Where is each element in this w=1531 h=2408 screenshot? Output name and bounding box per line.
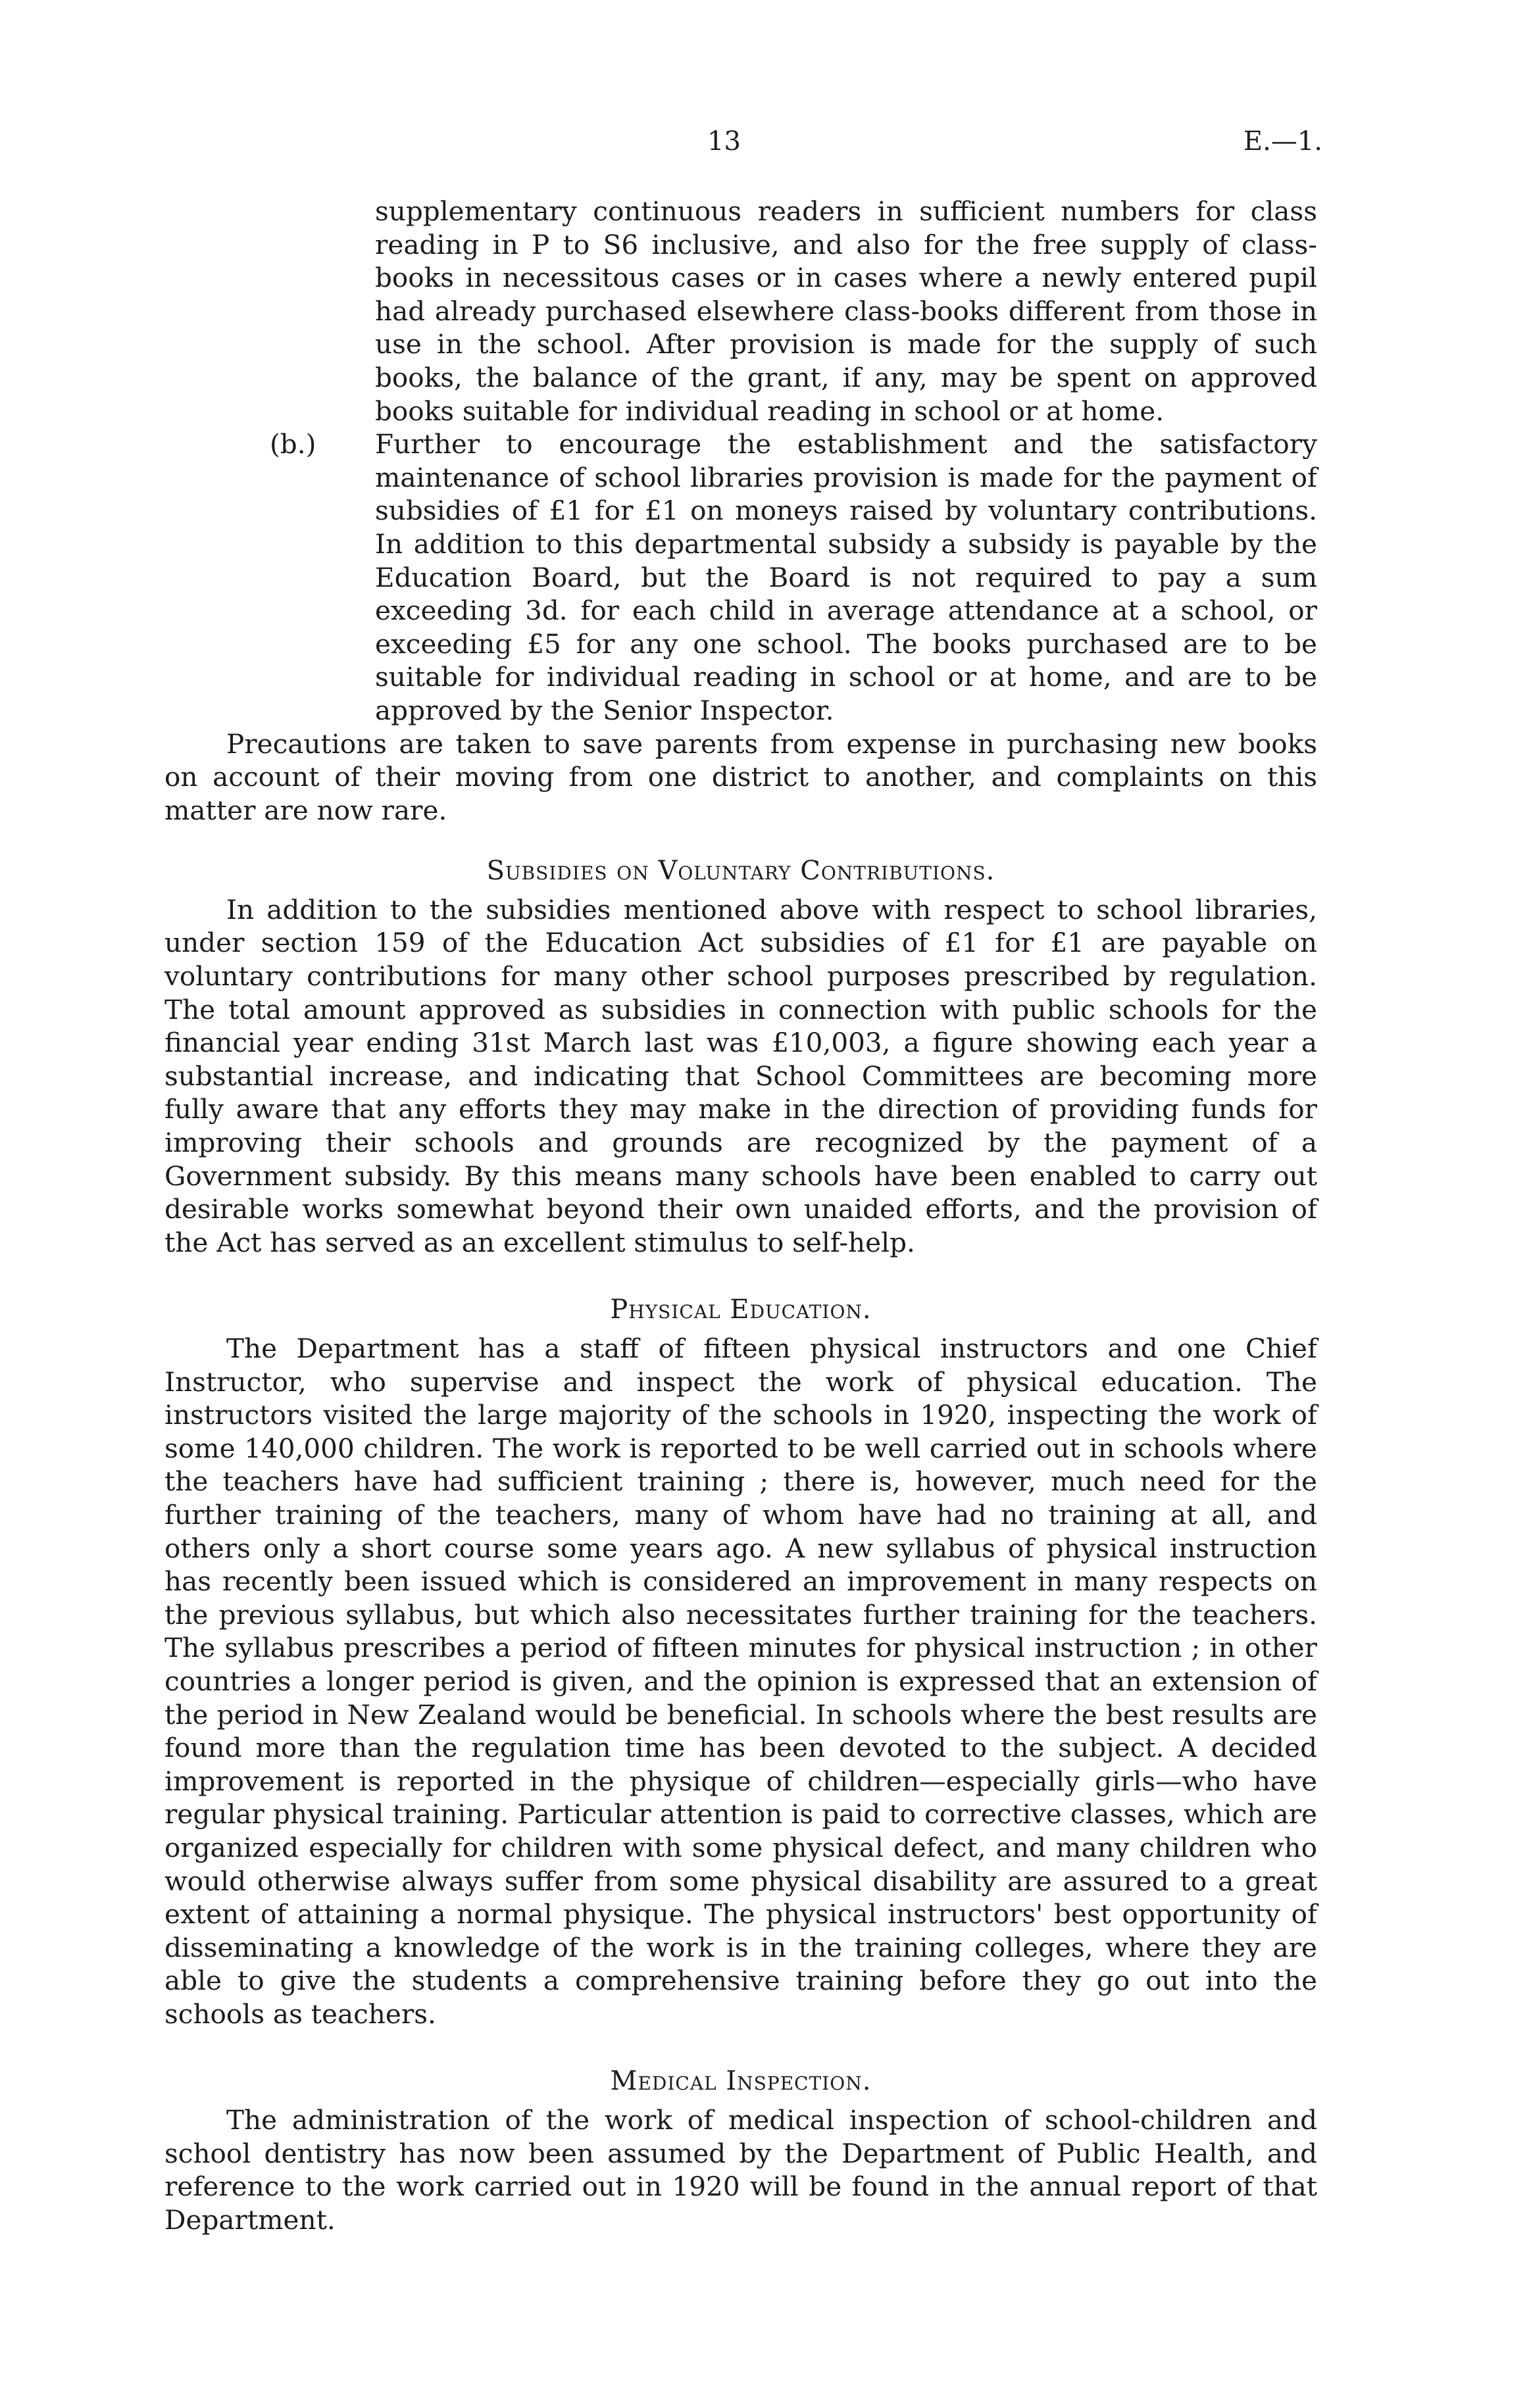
physical-education-heading: Physical Education. <box>610 1294 872 1325</box>
page-number: 13 <box>707 126 741 157</box>
medical-inspection-paragraph: The administration of the work of medical inspection of school-children and school dentistry has now been assumed by the Department of Public Health, and reference to the work carried out in 1920 will be found in the annual report of that Department. <box>164 2104 1317 2236</box>
physical-education-paragraph: The Department has a staff of fifteen physical instructors and one Chief Instructor, who supervise and inspect the work of physical education. The instructors visited the large majority of the schools in 1920, inspecting the work of some 140,000 children. The work is reported to be well carried out in schools where the teachers have had sufficient training ; there is, however, much need for the further training of the teachers, many of whom have had no training at all, and others only a short course some years ago. A new syllabus of physical instruction has recently been issued which is considered an improvement in many respects on the previous syllabus, but which also necessitates further training for the teachers. The syllabus prescribes a period of fifteen minutes for physical instruction ; in other countries a longer period is given, and the opinion is expressed that an extension of the period in New Zealand would be beneficial. In schools where the best results are found more than the regulation time has been devoted to the subject. A decided improvement is reported in the physique of children—especially girls—who have regular physical training. Particular attention is paid to corrective classes, which are organized especially for children with some physical defect, and many children who would otherwise always suffer from some physical disability are assured to a great extent of attaining a normal physique. The physical instructors' best opportunity of disseminating a knowledge of the work is in the training colleges, where they are able to give the students a comprehensive training before they go out into the schools as teachers. <box>164 1333 1317 2030</box>
body-text <box>164 195 1317 2236</box>
page-header <box>164 126 1322 166</box>
precautions-paragraph: Precautions are taken to save parents from expense in purchasing new books on account of their moving from one district to another, and complaints on this matter are now rare. <box>164 727 1317 826</box>
medical-inspection-heading: Medical Inspection. <box>610 2066 872 2097</box>
paragraph-b-label: (b.) <box>270 428 316 460</box>
paragraph-b-text: Further to encourage the establishment and the satisfactory maintenance of school libraries provision is made for the payment of subsidies of £1 for £1 on moneys raised by voluntary contributions. In addition to this departmental subsidy a subsidy is payable by the Education Board, but the Board is not required to pay a sum exceeding 3d. for each child in average attendance at a school, or exceeding £5 for any one school. The books purchased are to be suitable for individual reading in school or at home, and are to be approved by the Senior Inspector. <box>375 428 1317 726</box>
libraries-paragraph-b <box>164 428 1317 727</box>
subsidies-heading: Subsidies on Voluntary Contributions. <box>486 856 995 887</box>
document-reference: E.—1. <box>1243 126 1322 157</box>
subsidies-paragraph: In addition to the subsidies mentioned above with respect to school libraries, under section 159 of the Education Act subsidies of £1 for £1 are payable on voluntary contributions for many other school purposes prescribed by regulation. The total amount approved as subsidies in connection with public schools for the financial year ending 31st March last was £10,003, a figure showing each year a substantial increase, and indicating that School Committees are becoming more fully aware that any efforts they may make in the direction of providing funds for improving their schools and grounds are recognized by the payment of a Government subsidy. By this means many schools have been enabled to carry out desirable works somewhat beyond their own unaided efforts, and the provision of the Act has served as an excellent stimulus to self-help. <box>164 893 1317 1258</box>
libraries-paragraph-a-continued: supplementary continuous readers in sufficient numbers for class reading in P to S6 inclusive, and also for the free supply of class-books in necessitous cases or in cases where a newly entered pupil had already purchased elsewhere class-books different from those in use in the school. After provision is made for the supply of such books, the balance of the grant, if any, may be spent on approved books suitable for individual reading in school or at home. <box>375 195 1317 427</box>
